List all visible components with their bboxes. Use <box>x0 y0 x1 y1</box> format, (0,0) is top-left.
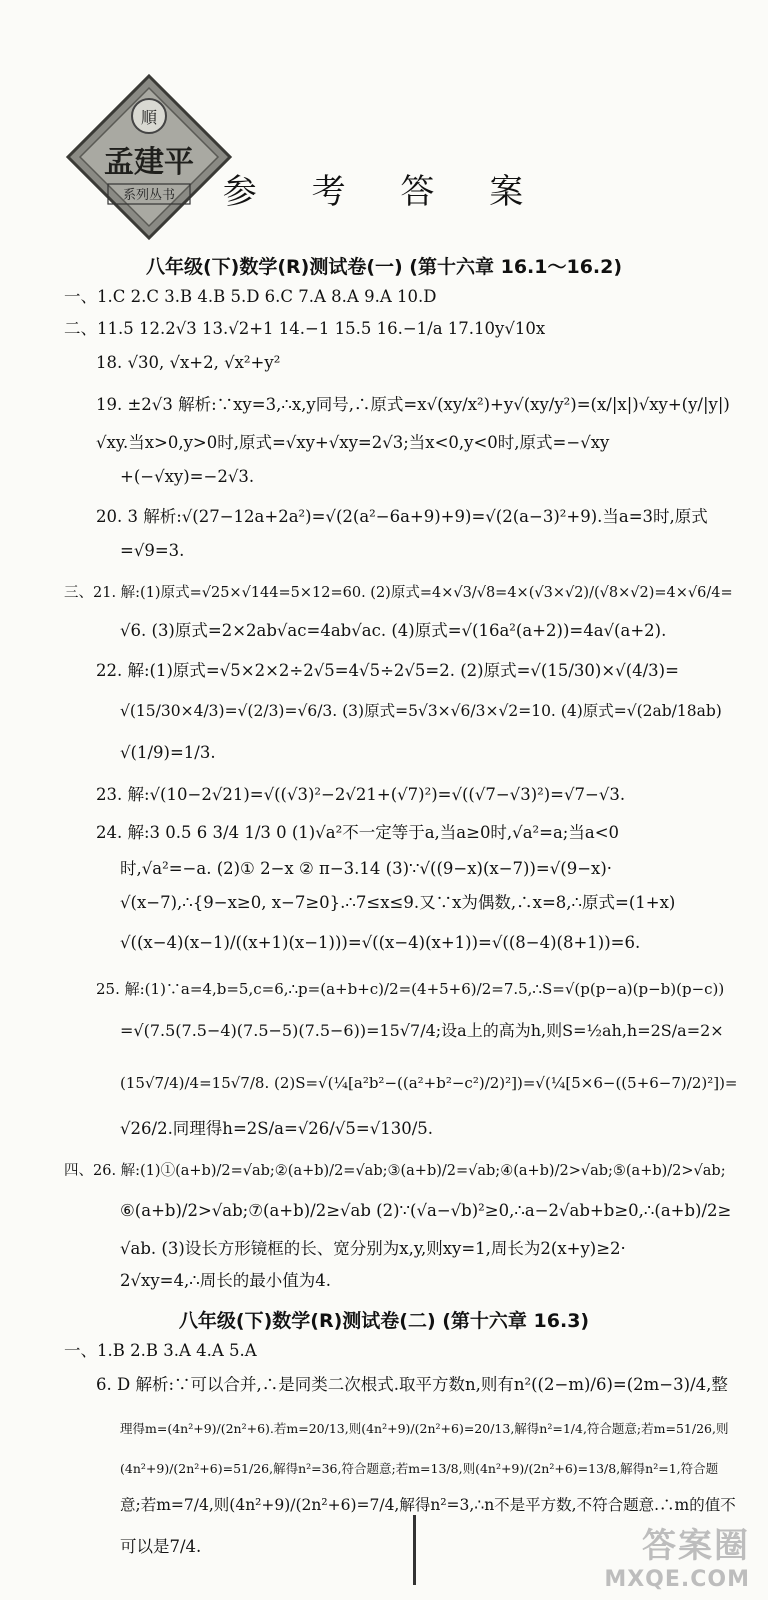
answer-line: √(x−7),∴{9−x≥0, x−7≥0}.∴7≤x≤9.又∵x为偶数,∴x=8,∴原式=(1+x) <box>120 893 676 912</box>
watermark-url: MXQE.COM <box>604 1567 750 1592</box>
series-logo <box>64 72 234 242</box>
answer-line: 二、11.5 12.2√3 13.√2+1 14.−1 15.5 16.−1/a 17.10y√10x <box>64 319 546 338</box>
section-header-test-1: 八年级(下)数学(R)测试卷(一) (第十六章 16.1～16.2) <box>145 256 623 278</box>
answer-line: √(1/9)=1/3. <box>120 743 216 762</box>
answer-line: 一、1.C 2.C 3.B 4.B 5.D 6.C 7.A 8.A 9.A 10.D <box>64 287 437 306</box>
answer-line: √6. (3)原式=2×2ab√ac=4ab√ac. (4)原式=√(16a²(a+2))=4a√(a+2). <box>120 621 667 640</box>
answer-line: =√9=3. <box>120 541 185 560</box>
answer-line: 22. 解:(1)原式=√5×2×2÷2√5=4√5÷2√5=2. (2)原式=√(15/30)×√(4/3)= <box>96 661 679 680</box>
page-title: 参 考 答 案 <box>222 172 546 212</box>
answer-line: 四、26. 解:(1)①(a+b)/2=√ab;②(a+b)/2=√ab;③(a+b)/2=√ab;④(a+b)/2>√ab;⑤(a+b)/2>√ab; <box>64 1163 726 1179</box>
answer-line: 可以是7/4. <box>120 1537 202 1556</box>
answer-line: 理得m=(4n²+9)/(2n²+6).若m=20/13,则(4n²+9)/(2n²+6)=20/13,解得n²=1/4,符合题意;若m=51/26,则 <box>120 1421 729 1436</box>
svg-text:順: 順 <box>140 108 158 127</box>
answer-line: √(15/30×4/3)=√(2/3)=√6/3. (3)原式=5√3×√6/3×√2=10. (4)原式=√(2ab/18ab) <box>120 702 722 720</box>
answer-line: 18. √30, √x+2, √x²+y² <box>96 353 281 372</box>
answer-line: 6. D 解析:∵可以合并,∴是同类二次根式.取平方数n,则有n²((2−m)/6)=(2m−3)/4,整 <box>96 1375 728 1394</box>
watermark <box>570 1518 750 1592</box>
answer-line: 一、1.B 2.B 3.A 4.A 5.A <box>64 1341 257 1360</box>
answer-line: 三、21. 解:(1)原式=√25×√144=5×12=60. (2)原式=4×√3/√8=4×(√3×√2)/(√8×√2)=4×√6/4= <box>64 585 733 601</box>
answer-line: 19. ±2√3 解析:∵xy=3,∴x,y同号,∴原式=x√(xy/x²)+y√(xy/y²)=(x/|x|)√xy+(y/|y|) <box>96 395 730 414</box>
answer-line: (15√7/4)/4=15√7/8. (2)S=√(¼[a²b²−((a²+b²−c²)/2)²])=√(¼[5×6−((5+6−7)/2)²])= <box>120 1074 738 1092</box>
answer-line: √ab. (3)设长方形镜框的长、宽分别为x,y,则xy=1,周长为2(x+y)≥2· <box>120 1239 626 1258</box>
answer-line: (4n²+9)/(2n²+6)=51/26,解得n²=36,符合题意;若m=13/8,则(4n²+9)/(2n²+6)=13/8,解得n²=1,符合题 <box>120 1461 719 1476</box>
answer-line: √xy.当x>0,y>0时,原式=√xy+√xy=2√3;当x<0,y<0时,原式=−√xy <box>96 433 610 452</box>
answer-line: √26/2.同理得h=2S/a=√26/√5=√130/5. <box>120 1119 434 1138</box>
answer-line: 23. 解:√(10−2√21)=√((√3)²−2√21+(√7)²)=√((√7−√3)²)=√7−√3. <box>96 785 626 804</box>
answer-line: 24. 解:3 0.5 6 3/4 1/3 0 (1)√a²不一定等于a,当a≥0时,√a²=a;当a<0 <box>96 823 620 842</box>
answer-line: 2√xy=4,∴周长的最小值为4. <box>120 1271 331 1290</box>
answer-line: 25. 解:(1)∵a=4,b=5,c=6,∴p=(a+b+c)/2=(4+5+6)/2=7.5,∴S=√(p(p−a)(p−b)(p−c)) <box>96 980 725 998</box>
pen-stroke <box>413 1515 416 1585</box>
answer-line: 时,√a²=−a. (2)① 2−x ② π−3.14 (3)∵√((9−x)(x−7))=√(9−x)· <box>120 859 613 878</box>
svg-text:系列丛书: 系列丛书 <box>122 188 176 203</box>
answer-line: ⑥(a+b)/2>√ab;⑦(a+b)/2≥√ab (2)∵(√a−√b)²≥0,∴a−2√ab+b≥0,∴(a+b)/2≥ <box>120 1201 732 1220</box>
answer-line: 意;若m=7/4,则(4n²+9)/(2n²+6)=7/4,解得n²=3,∴n不是平方数,不符合题意.∴m的值不 <box>120 1496 736 1514</box>
answer-line: +(−√xy)=−2√3. <box>120 467 255 486</box>
watermark-text: 答案圈 <box>642 1526 750 1566</box>
answer-line: √((x−4)(x−1)/((x+1)(x−1)))=√((x−4)(x+1))=√((8−4)(8+1))=6. <box>120 933 641 952</box>
svg-text:孟建平: 孟建平 <box>104 145 194 180</box>
answer-line: 20. 3 解析:√(27−12a+2a²)=√(2(a²−6a+9)+9)=√(2(a−3)²+9).当a=3时,原式 <box>96 507 708 526</box>
section-header-test-2: 八年级(下)数学(R)测试卷(二) (第十六章 16.3) <box>178 1310 590 1332</box>
answer-line: =√(7.5(7.5−4)(7.5−5)(7.5−6))=15√7/4;设a上的高为h,则S=½ah,h=2S/a=2× <box>120 1021 724 1040</box>
